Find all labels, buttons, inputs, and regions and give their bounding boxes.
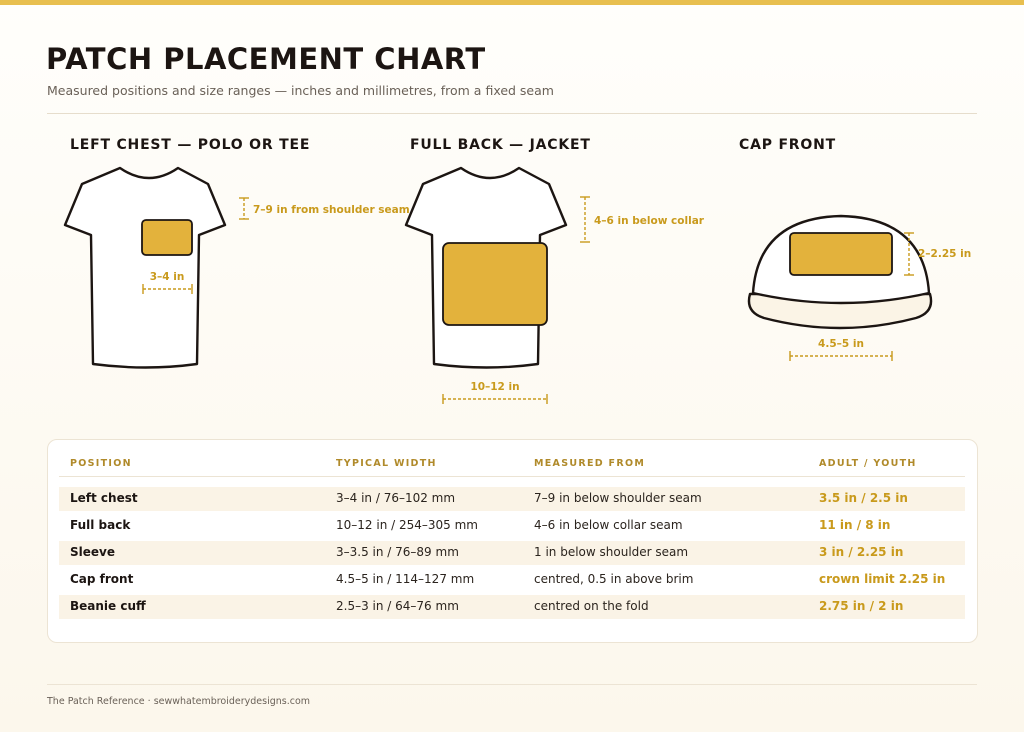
full-back-patch: [443, 243, 547, 325]
row-adult-youth: 2.75 in / 2 in: [819, 599, 904, 613]
row-adult-youth: crown limit 2.25 in: [819, 572, 946, 586]
header-measured-from: MEASURED FROM: [534, 458, 646, 469]
table-row: [59, 514, 965, 538]
placement-diagrams: [0, 150, 1024, 420]
row-typical-width: 2.5–3 in / 64–76 mm: [336, 599, 459, 613]
row-position: Beanie cuff: [70, 599, 146, 613]
row-position: Left chest: [70, 491, 138, 505]
left-chest-offset-label: 7–9 in from shoulder seam: [253, 204, 410, 216]
row-measured-from: centred, 0.5 in above brim: [534, 572, 694, 586]
cap-front-title: CAP FRONT: [739, 137, 836, 153]
left-chest-diagram: [65, 168, 410, 368]
footer-credit: The Patch Reference · sewwhatembroiderydesigns.com: [47, 696, 311, 707]
header-adult-youth: ADULT / YOUTH: [819, 458, 917, 469]
cap-front-patch: [790, 233, 892, 275]
page-subtitle: Measured positions and size ranges — inches and millimetres, from a fixed seam: [47, 83, 554, 98]
cap-front-width-label: 4.5–5 in: [818, 338, 864, 350]
row-typical-width: 3–4 in / 76–102 mm: [336, 491, 456, 505]
row-adult-youth: 11 in / 8 in: [819, 518, 891, 532]
table-row: [59, 595, 965, 619]
page-title: PATCH PLACEMENT CHART: [46, 42, 486, 76]
footer-divider: [47, 684, 977, 685]
tee-shirt-icon: [65, 168, 225, 368]
full-back-width-label: 10–12 in: [470, 381, 520, 393]
table-header-divider: [59, 476, 965, 477]
table-row: [59, 568, 965, 592]
left-chest-width-label: 3–4 in: [149, 271, 185, 283]
top-accent-bar: [0, 0, 1024, 5]
cap-front-diagram: [749, 216, 971, 361]
row-position: Sleeve: [70, 545, 115, 559]
row-adult-youth: 3.5 in / 2.5 in: [819, 491, 908, 505]
row-measured-from: 7–9 in below shoulder seam: [534, 491, 702, 505]
header-divider: [47, 113, 977, 114]
cap-front-height-label: 2–2.25 in: [918, 248, 972, 260]
left-chest-patch: [142, 220, 192, 255]
row-typical-width: 4.5–5 in / 114–127 mm: [336, 572, 475, 586]
header-position: POSITION: [70, 458, 132, 469]
row-measured-from: 4–6 in below collar seam: [534, 518, 683, 532]
row-adult-youth: 3 in / 2.25 in: [819, 545, 904, 559]
header-typical-width: TYPICAL WIDTH: [336, 458, 437, 469]
full-back-diagram: [406, 168, 705, 404]
full-back-offset-label: 4–6 in below collar: [594, 215, 704, 227]
row-measured-from: centred on the fold: [534, 599, 649, 613]
row-typical-width: 10–12 in / 254–305 mm: [336, 518, 478, 532]
row-position: Full back: [70, 518, 131, 532]
row-measured-from: 1 in below shoulder seam: [534, 545, 689, 559]
table-row: [59, 541, 965, 565]
table-row: [59, 487, 965, 511]
left-chest-title: LEFT CHEST — POLO OR TEE: [70, 137, 311, 153]
row-position: Cap front: [70, 572, 134, 586]
full-back-title: FULL BACK — JACKET: [410, 137, 591, 153]
row-typical-width: 3–3.5 in / 76–89 mm: [336, 545, 459, 559]
